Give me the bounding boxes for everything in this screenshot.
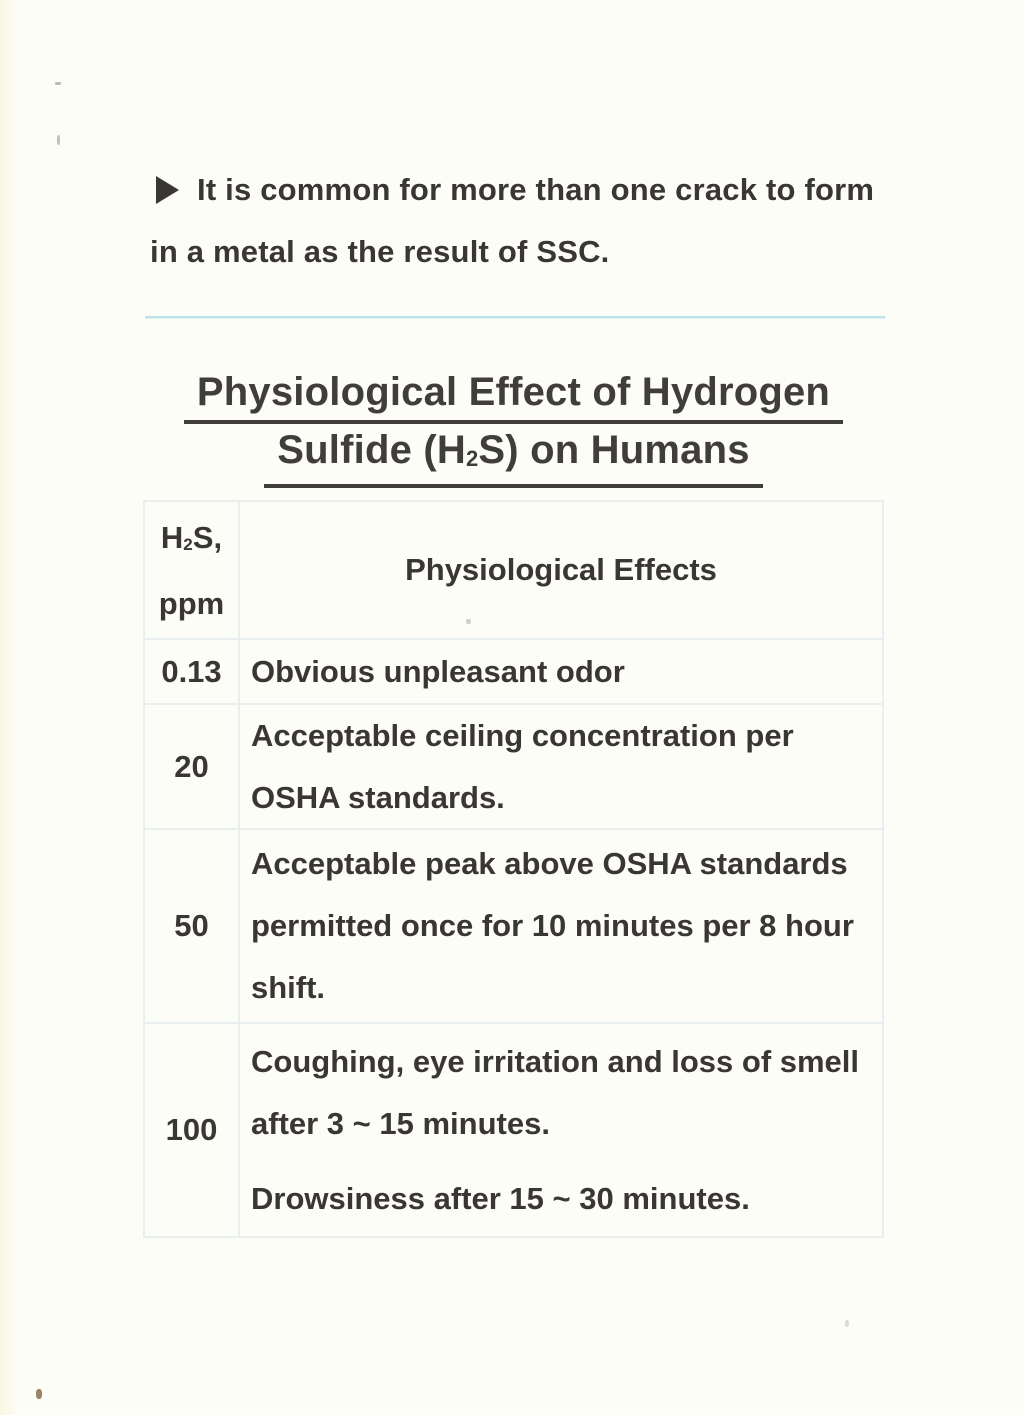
table-row [145,828,882,1022]
table-row [145,638,882,703]
scan-speck [57,135,60,145]
table-header-row [145,502,882,638]
effects-line: Coughing, eye irritation and loss of smell [251,1043,860,1079]
ppm-header-line-1: $H_2S$, [160,519,223,555]
effects-cell [240,1024,882,1236]
bullet-triangle-icon [156,176,179,204]
effects-line: Acceptable ceiling concentration per [251,717,794,753]
h2s-subscript: 2 [183,534,193,554]
effects-cell [240,640,882,703]
effects-header-label: Physiological Effects [405,552,717,587]
effects-line: Drowsiness after 15 ~ 30 minutes. [251,1180,750,1216]
effects-header-cell [240,502,882,638]
table-row [145,703,882,828]
effects-line: after 3 ~ 15 minutes. [251,1105,550,1141]
bullet-text-line-2: in a metal as the result of SSC. [150,234,610,269]
bullet-text-line-1: It is common for more than one crack to form [197,172,875,207]
title-line-1: Physiological Effect of Hydrogen [184,366,843,424]
effects-table [143,500,884,1238]
ppm-cell: 0.13 [145,640,240,703]
ppm-header-cell [145,502,240,638]
ppm-cell: 100 [145,1024,240,1236]
h2s-subscript: 2 [465,445,479,471]
effects-cell [240,830,882,1022]
page-title [143,366,884,488]
scan-speck [466,619,471,624]
effects-line: shift. [251,970,326,1005]
effects-line: OSHA standards. [251,779,505,815]
scan-speck [36,1389,42,1399]
effects-line: Acceptable peak above OSHA standards [251,846,848,881]
effects-line: Obvious unpleasant odor [251,653,625,689]
scan-left-edge-tint [0,0,18,1415]
scan-speck [845,1320,849,1327]
title-line-2: Sulfide $(H_2S)$ on Humans [264,424,762,488]
table-row [145,1022,882,1236]
ppm-cell: 20 [145,705,240,828]
effects-line: permitted once for 10 minutes per 8 hour [251,908,854,943]
ppm-cell: 50 [145,830,240,1022]
ppm-header-line-2: ppm [158,585,225,621]
effects-cell [240,705,882,828]
scan-speck [55,82,61,85]
section-divider-line [145,316,885,318]
